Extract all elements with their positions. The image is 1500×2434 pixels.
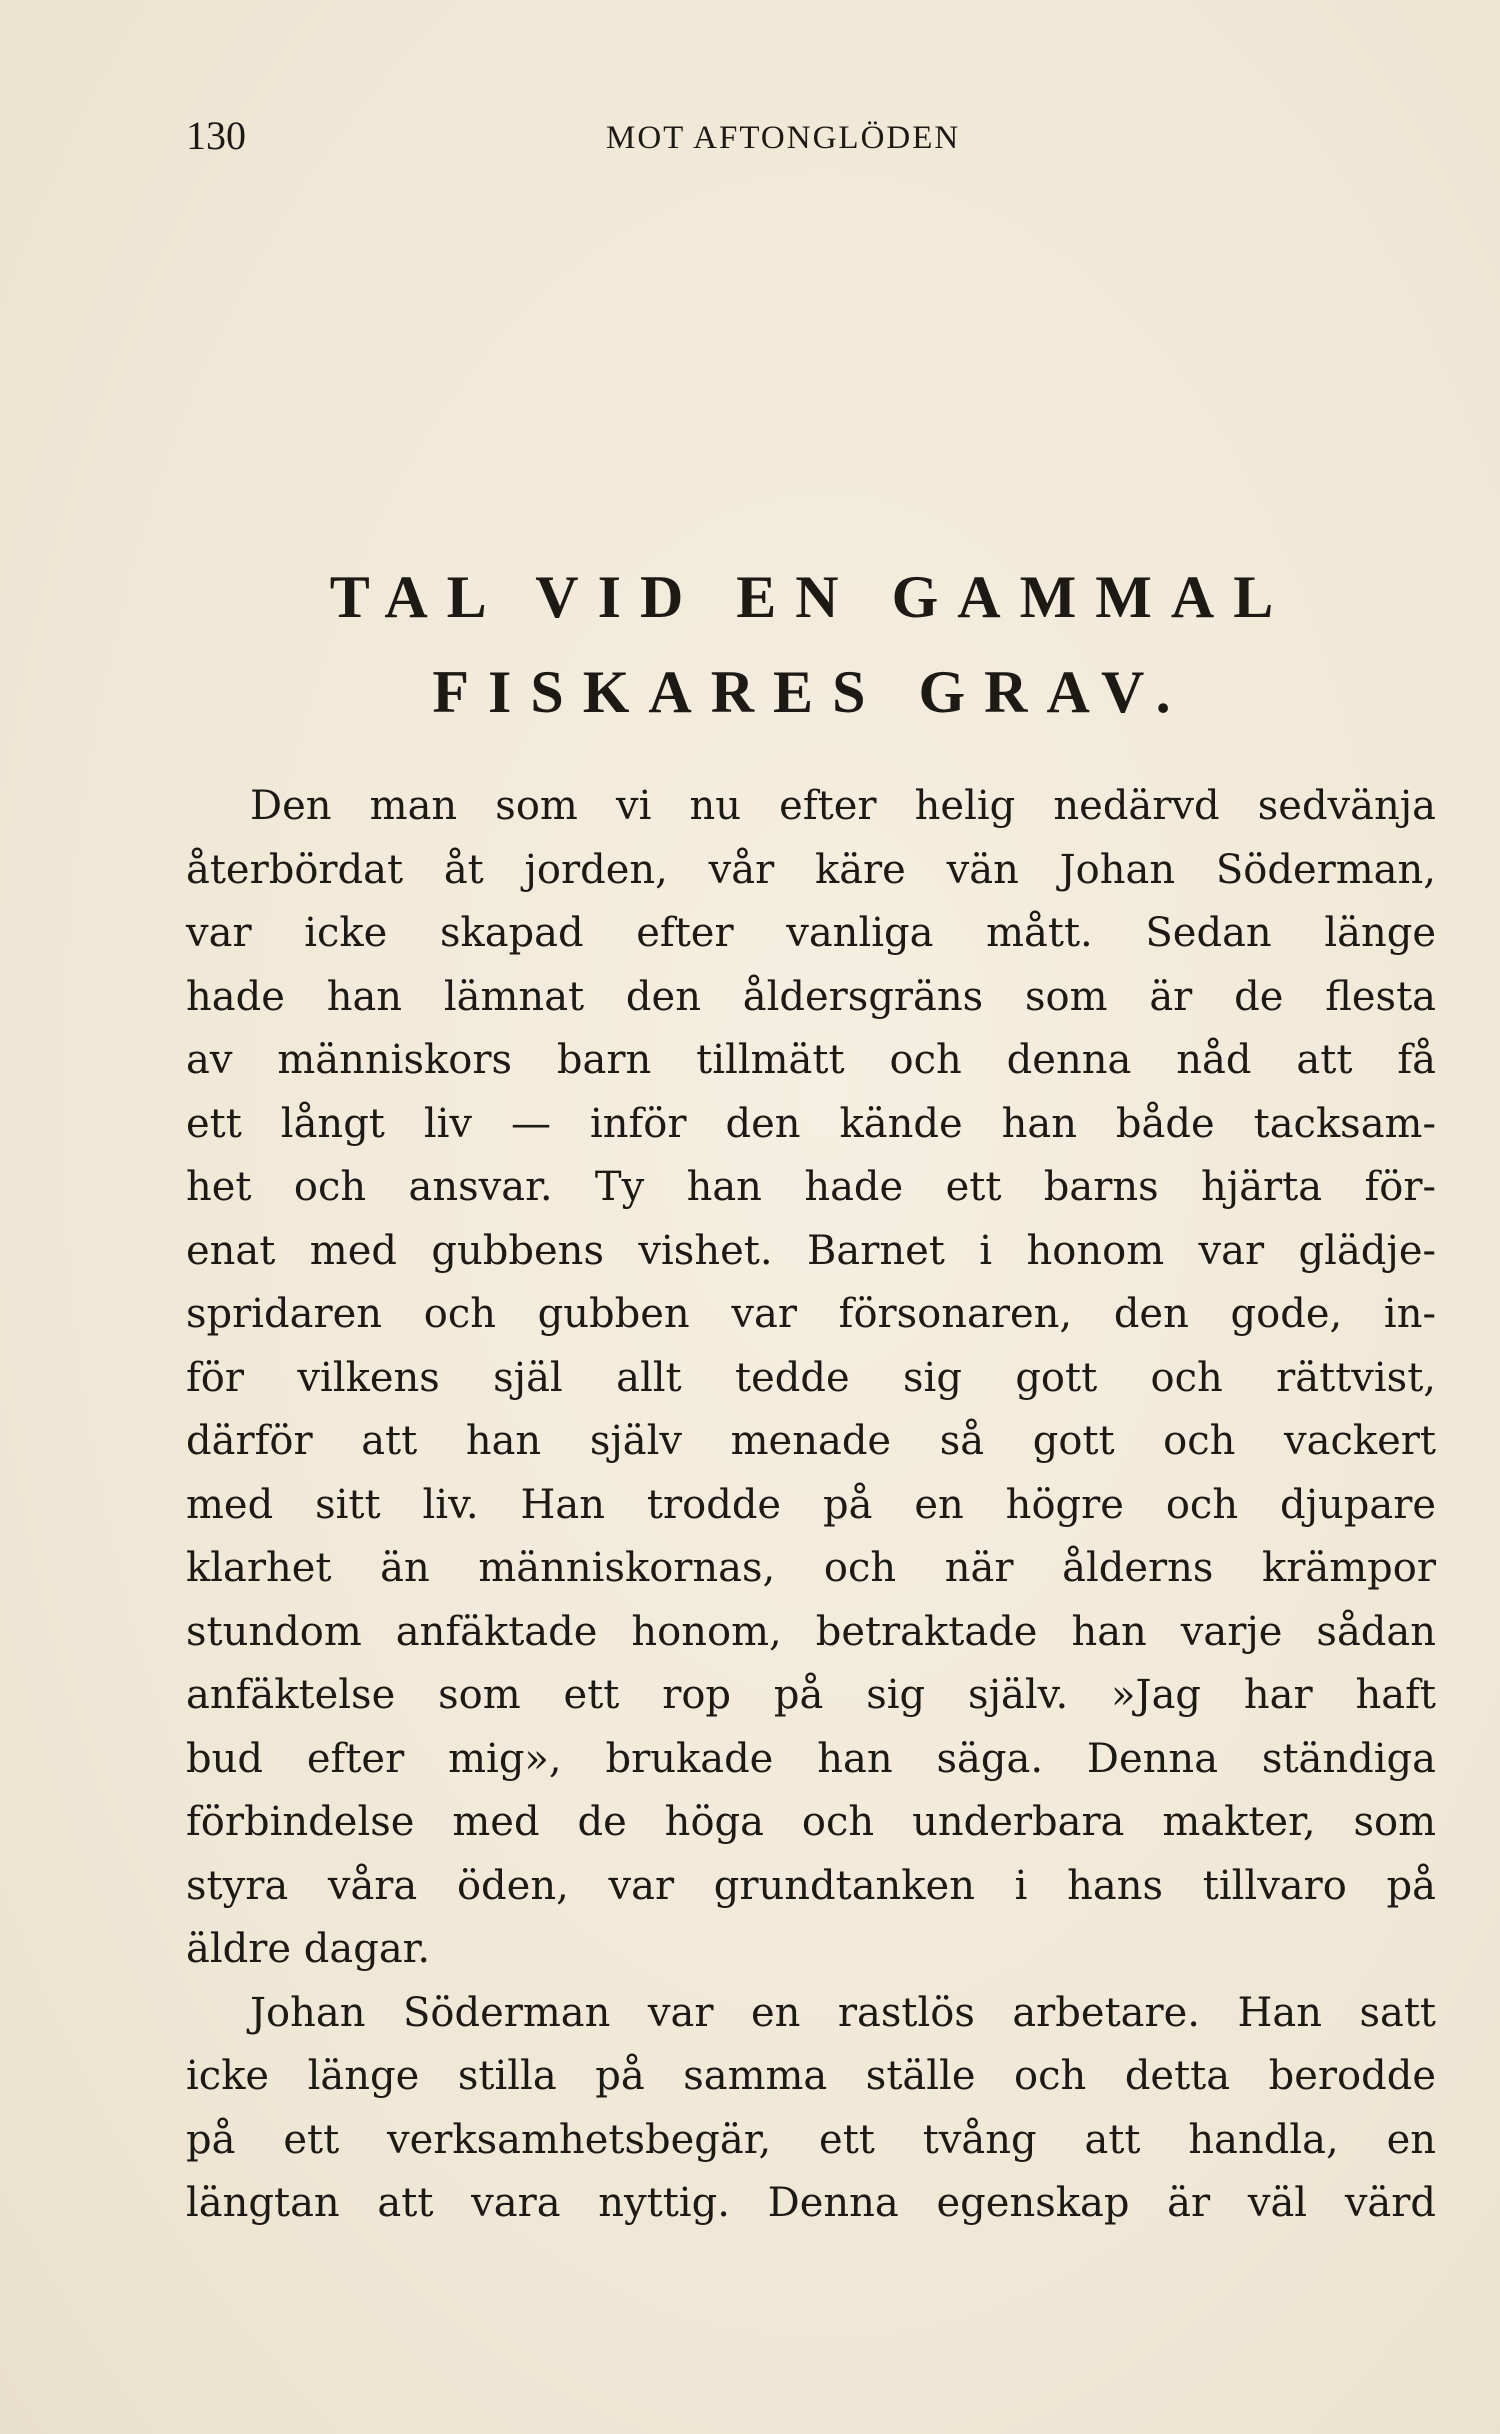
text-line: äldre dagar. <box>186 1926 431 1972</box>
text-line: för vilkens själ allt tedde sig gott och rättvist, <box>186 1354 1436 1401</box>
paragraph-1 <box>186 775 1436 1982</box>
text-line: ett långt liv — inför den kände han både tacksam- <box>186 1100 1436 1147</box>
text-line: därför att han själv menade så gott och vackert <box>186 1418 1436 1464</box>
text-line: återbördat åt jorden, vår käre vän Johan Söderman, <box>186 846 1436 893</box>
text-line: styra våra öden, var grundtanken i hans tillvaro på <box>186 1862 1436 1909</box>
text-line: förbindelse med de höga och underbara makter, som <box>186 1799 1436 1845</box>
text-line: stundom anfäktade honom, betraktade han varje sådan <box>186 1608 1436 1655</box>
running-title: MOT AFTONGLÖDEN <box>606 120 961 156</box>
chapter-title-line-1: TAL VID EN GAMMAL <box>329 564 1293 630</box>
text-line: klarhet än människornas, och när ålderns krämpor <box>186 1545 1436 1591</box>
text-line: med sitt liv. Han trodde på en högre och djupare <box>186 1481 1436 1528</box>
text-line: hade han lämnat den åldersgräns som är de flesta <box>186 973 1436 1020</box>
text-line: spridaren och gubben var försonaren, den gode, in- <box>186 1291 1436 1337</box>
text-line: bud efter mig», brukade han säga. Denna ständiga <box>186 1735 1436 1782</box>
chapter-title <box>186 550 1436 740</box>
page-header <box>186 112 1436 172</box>
text-line: Johan Söderman var en rastlös arbetare. Han satt <box>250 1989 1436 2036</box>
text-line: anfäktelse som ett rop på sig själv. »Jag har haft <box>186 1672 1436 1718</box>
chapter-title-line-2: FISKARES GRAV. <box>432 659 1190 725</box>
text-line: längtan att vara nyttig. Denna egenskap är väl värd <box>186 2180 1436 2226</box>
text-line: icke länge stilla på samma ställe och detta berodde <box>186 2053 1436 2099</box>
paragraph-2 <box>186 1982 1436 2236</box>
text-line: var icke skapad efter vanliga mått. Sedan länge <box>186 910 1436 956</box>
body-text <box>186 775 1436 2236</box>
text-line: enat med gubbens vishet. Barnet i honom var glädje- <box>186 1227 1436 1274</box>
text-line: på ett verksamhetsbegär, ett tvång att handla, en <box>186 2116 1436 2163</box>
page-number: 130 <box>186 113 246 158</box>
text-line: Den man som vi nu efter helig nedärvd sedvänja <box>250 783 1436 829</box>
text-line: av människors barn tillmätt och denna nåd att få <box>186 1037 1436 1083</box>
text-line: het och ansvar. Ty han hade ett barns hjärta för- <box>186 1164 1436 1210</box>
